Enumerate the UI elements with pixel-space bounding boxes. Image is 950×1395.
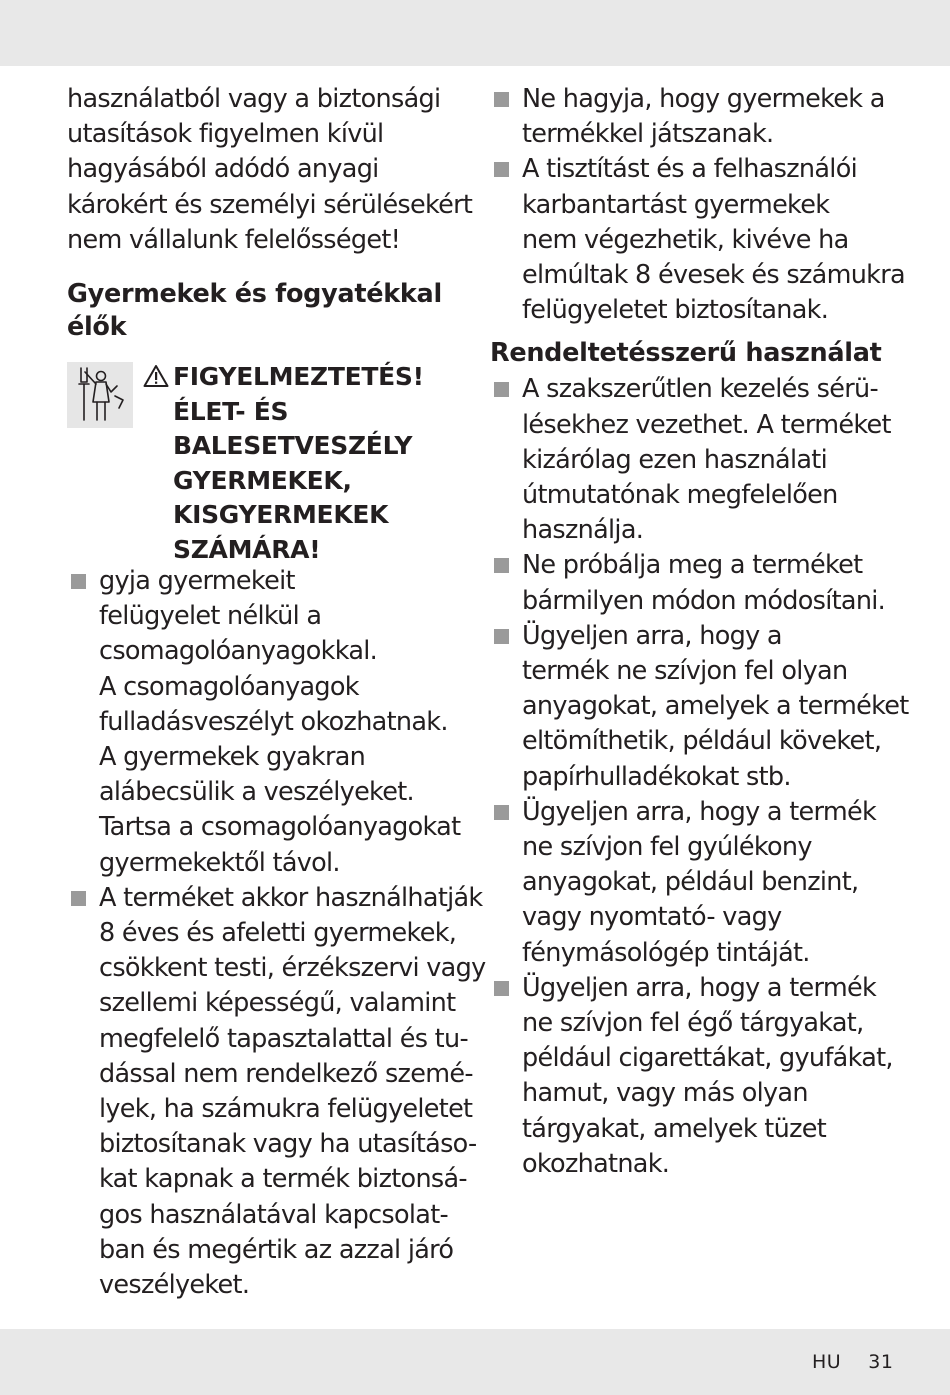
warning-line: BALESETVESZÉLY	[173, 431, 413, 461]
text-line: károkért és személyi sérülésekért	[67, 189, 473, 220]
warning-block	[67, 360, 467, 570]
left-bullet-list	[67, 564, 486, 1303]
heading-line: Rendeltetésszerű használat	[490, 338, 882, 369]
text-line: karbantartást gyermekek	[522, 189, 830, 220]
text-line: Ügyeljen arra, hogy a termék	[522, 972, 877, 1003]
section-heading-children	[67, 278, 467, 344]
right-bullet-list-top	[490, 82, 905, 328]
text-line: csökkent testi, érzékszervi vagy	[99, 953, 486, 984]
list-item	[67, 881, 486, 1303]
page-number: 31	[868, 1351, 894, 1373]
text-line: hamut, vagy más olyan	[522, 1078, 808, 1109]
text-line: Ügyeljen arra, hogy a termék	[522, 796, 877, 827]
bullet-square-icon	[494, 92, 509, 107]
bullet-square-icon	[494, 162, 509, 177]
text-line: papírhulladékokat stb.	[522, 761, 791, 792]
text-line: útmutatónak megfelelően	[522, 480, 838, 511]
right-column	[490, 82, 909, 1182]
text-line: A gyermekek gyakran	[99, 742, 366, 773]
text-line: Ügyeljen arra, hogy a	[522, 620, 782, 651]
text-line: bármilyen módon módosítani.	[522, 585, 886, 616]
text-line: termék ne szívjon fel olyan	[522, 656, 848, 687]
text-line: alábecsülik a veszélyeket.	[99, 777, 414, 808]
top-band	[0, 0, 950, 66]
heading-line: Gyermekek és fogyatékkal	[67, 279, 442, 310]
text-line: okozhatnak.	[522, 1148, 670, 1179]
text-line: lyek, ha számukra felügyeletet	[99, 1094, 473, 1125]
text-line: 8 éves és afeletti gyermekek,	[99, 918, 457, 949]
text-line: nem vállalunk felelősséget!	[67, 224, 401, 255]
text-line: utasítások figyelmen kívül	[67, 119, 384, 150]
text-line: ne szívjon fel égő tárgyakat,	[522, 1008, 864, 1039]
warning-line: SZÁMÁRA!	[173, 534, 321, 564]
text-line: termékkel játszanak.	[522, 119, 774, 150]
text-line: nem végezhetik, kivéve ha	[522, 224, 849, 255]
text-line: felügyelet nélkül a	[99, 601, 322, 632]
left-column	[67, 82, 486, 1303]
text-line: ban és megértik az azzal járó	[99, 1234, 454, 1265]
warning-text	[173, 360, 424, 567]
list-item	[67, 564, 467, 881]
list-item	[490, 971, 893, 1182]
bottom-band	[0, 1329, 950, 1395]
text-line: gyermekektől távol.	[99, 847, 340, 878]
text-line: anyagokat, például benzint,	[522, 867, 859, 898]
text-line: használja.	[522, 515, 644, 546]
text-line: gyja gyermekeit	[99, 566, 295, 597]
list-item	[490, 82, 890, 152]
warning-triangle-icon	[143, 364, 169, 388]
text-line: kat kapnak a termék biztonsá-	[99, 1164, 467, 1195]
text-line: tárgyakat, amelyek tüzet	[522, 1113, 827, 1144]
text-line: elmúltak 8 évesek és számukra	[522, 260, 905, 291]
text-line: Ne hagyja, hogy gyermekek a	[522, 84, 885, 114]
text-line: Tartsa a csomagolóanyagokat	[99, 812, 461, 843]
text-line: vagy nyomtató- vagy	[522, 902, 782, 933]
text-line: biztosítanak vagy ha utasításo-	[99, 1129, 477, 1160]
bullet-square-icon	[494, 558, 509, 573]
text-line: ne szívjon fel gyúlékony	[522, 832, 812, 863]
text-line: A szakszerűtlen kezelés sérü-	[522, 374, 878, 405]
text-line: megfelelő tapasztalattal és tu-	[99, 1023, 468, 1054]
text-line: A csomagolóanyagok	[99, 671, 359, 702]
text-line: hagyásából adódó anyagi	[67, 154, 379, 185]
text-line: veszélyeket.	[99, 1270, 250, 1301]
bullet-square-icon	[71, 574, 86, 589]
child-warning-icon	[67, 362, 133, 428]
list-item	[490, 152, 905, 328]
text-line: fulladásveszélyt okozhatnak.	[99, 706, 448, 737]
bullet-square-icon	[494, 382, 509, 397]
section-heading-intended-use	[490, 337, 890, 370]
text-line: kizárólag ezen használati	[522, 444, 827, 475]
bullet-square-icon	[494, 805, 509, 820]
language-code: HU	[812, 1351, 842, 1373]
text-line: A tisztítást és a felhasználói	[522, 154, 857, 185]
bullet-square-icon	[71, 891, 86, 906]
text-line: csomagolóanyagokkal.	[99, 636, 378, 667]
warning-line: KISGYERMEKEK	[173, 500, 389, 530]
list-item	[490, 372, 890, 548]
text-line: anyagokat, amelyek a terméket	[522, 691, 909, 722]
text-line: használatból vagy a biztonsági	[67, 84, 441, 114]
warning-line: FIGYELMEZTETÉS!	[173, 362, 424, 392]
text-line: Ne próbálja meg a terméket	[522, 550, 863, 581]
bullet-square-icon	[494, 981, 509, 996]
text-line: például cigarettákat, gyufákat,	[522, 1043, 893, 1074]
list-item	[490, 548, 890, 618]
text-line: dással nem rendelkező szemé-	[99, 1058, 473, 1089]
list-item	[490, 795, 890, 971]
text-line: A terméket akkor használhatják	[99, 882, 483, 913]
warning-line: GYERMEKEK,	[173, 465, 352, 495]
intro-paragraph	[67, 82, 473, 258]
text-line: fénymásológép tintáját.	[522, 937, 810, 968]
bullet-square-icon	[494, 629, 509, 644]
page-footer	[812, 1351, 893, 1373]
list-item	[490, 619, 909, 795]
warning-line: ÉLET- ÉS	[173, 396, 289, 426]
text-line: lésekhez vezethet. A terméket	[522, 409, 891, 440]
text-line: gos használatával kapcsolat-	[99, 1199, 449, 1230]
text-line: felügyeletet biztosítanak.	[522, 295, 829, 326]
heading-line: élők	[67, 312, 127, 343]
text-line: szellemi képességű, valamint	[99, 988, 456, 1019]
text-line: eltömíthetik, például köveket,	[522, 726, 882, 757]
right-bullet-list-bottom	[490, 372, 909, 1182]
